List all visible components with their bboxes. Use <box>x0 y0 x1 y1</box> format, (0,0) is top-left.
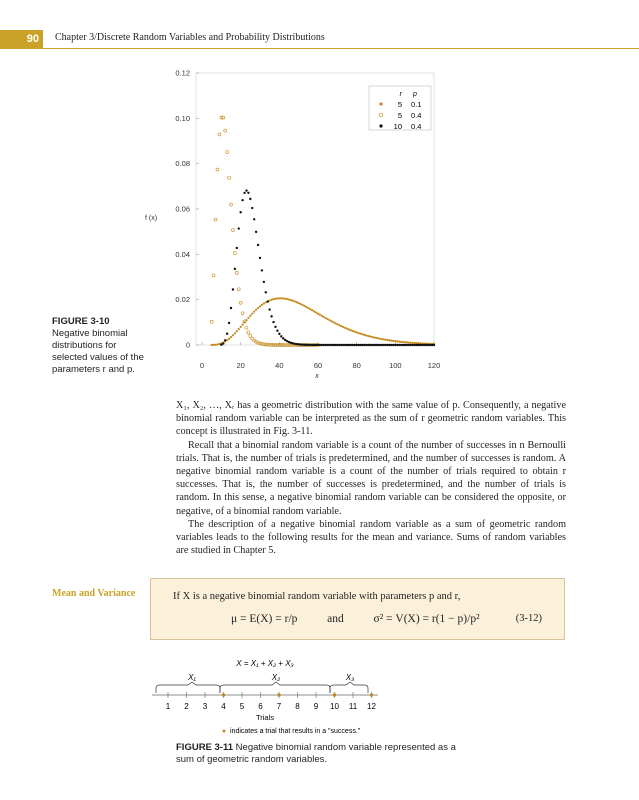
point-r5-p0.1 <box>261 304 263 306</box>
point-r10-p0.4 <box>226 333 228 335</box>
legend-r-3: 10 <box>393 122 402 131</box>
point-r5-p0.1 <box>361 333 363 335</box>
figure-3-10-caption <box>52 316 152 376</box>
point-r10-p0.4 <box>232 288 234 290</box>
point-r5-p0.1 <box>381 338 383 340</box>
point-r5-p0.1 <box>271 299 273 301</box>
point-r5-p0.1 <box>332 321 334 323</box>
mean-variance-box <box>150 578 565 640</box>
point-r5-p0.4 <box>231 229 234 232</box>
point-r5-p0.1 <box>406 341 408 343</box>
paragraph-2: Recall that a binomial random variable is a count of the number of successes in n Bernoulli trials. That is, the number of trials is predetermined, and the number of successes is random. A negative binomial random variable is a count of the number of trials required to obtain r successes. That is, the number of successes is predetermined, and the number of trials is random. In this sense, a negative binomial random variable can be considered the opposite, or negative, of a binomial random variable. <box>176 439 566 517</box>
point-r5-p0.1 <box>251 313 253 315</box>
y-tick-label: 0.02 <box>175 295 190 305</box>
point-r5-p0.1 <box>350 329 352 331</box>
figure-3-10-caption-text: Negative binomial distributions for selected values of the parameters r and p. <box>52 328 144 375</box>
point-r5-p0.1 <box>238 328 240 330</box>
paragraph-3: The description of a negative binomial random variable as a sum of geometric random variables leads to the following results for the mean and variance. Sums of random variables are studied in Chapter 5. <box>176 518 566 557</box>
legend-p-1: 0.1 <box>411 100 422 109</box>
legend-marker-filled-black <box>379 124 382 127</box>
point-r5-p0.1 <box>317 313 319 315</box>
point-r10-p0.4 <box>224 339 226 341</box>
point-r5-p0.1 <box>309 308 311 310</box>
point-r5-p0.1 <box>313 310 315 312</box>
point-r10-p0.4 <box>236 247 238 249</box>
point-r5-p0.4 <box>218 133 221 136</box>
point-r5-p0.1 <box>213 344 215 346</box>
y-tick-label: 0.10 <box>175 113 190 123</box>
point-r5-p0.1 <box>249 315 251 317</box>
point-r5-p0.1 <box>354 331 356 333</box>
point-r5-p0.1 <box>294 300 296 302</box>
point-r10-p0.4 <box>247 192 249 194</box>
point-r5-p0.1 <box>408 341 410 343</box>
trial-number: 11 <box>348 702 358 711</box>
point-r10-p0.4 <box>267 300 269 302</box>
figure-3-11-label: FIGURE 3-11 <box>176 742 234 753</box>
point-r10-p0.4 <box>228 322 230 324</box>
point-r10-p0.4 <box>270 315 272 317</box>
point-r5-p0.4 <box>241 312 244 315</box>
point-r5-p0.1 <box>259 305 261 307</box>
x-tick-label: 60 <box>313 361 323 370</box>
point-r5-p0.1 <box>394 340 396 342</box>
point-r5-p0.1 <box>274 298 276 300</box>
point-r5-p0.1 <box>296 301 298 303</box>
chart-legend <box>369 86 431 131</box>
point-r10-p0.4 <box>261 269 263 271</box>
point-r5-p0.1 <box>301 304 303 306</box>
point-r5-p0.1 <box>358 332 360 334</box>
x-tick-label: 0 <box>199 361 205 370</box>
point-r5-p0.1 <box>298 302 300 304</box>
point-r5-p0.1 <box>367 335 369 337</box>
y-tick-label: 0.08 <box>175 159 190 169</box>
point-r5-p0.1 <box>247 317 249 319</box>
point-r5-p0.1 <box>400 341 402 343</box>
point-r5-p0.4 <box>222 116 225 119</box>
point-r5-p0.1 <box>236 330 238 332</box>
x-tick-label: 120 <box>427 361 441 370</box>
success-marker <box>370 693 373 696</box>
trial-number: 12 <box>367 702 376 711</box>
point-r5-p0.1 <box>257 307 259 309</box>
point-r5-p0.1 <box>290 299 292 301</box>
point-r5-p0.1 <box>300 303 302 305</box>
point-r5-p0.1 <box>327 318 329 320</box>
point-r5-p0.1 <box>228 338 230 340</box>
figure-3-10-label: FIGURE 3-10 <box>52 316 110 327</box>
point-r5-p0.1 <box>363 334 365 336</box>
point-r10-p0.4 <box>239 211 241 213</box>
point-r5-p0.1 <box>284 298 286 300</box>
point-r10-p0.4 <box>272 321 274 323</box>
point-r10-p0.4 <box>265 291 267 293</box>
legend-header-p: p <box>413 91 417 98</box>
point-r5-p0.1 <box>334 322 336 324</box>
point-r10-p0.4 <box>251 207 253 209</box>
point-r5-p0.4 <box>233 252 236 255</box>
paragraph-1: X₁, X₂, …, Xᵣ has a geometric distribution with the same value of p. Consequently, a negative binomial random variable can be interpreted as the sum of r geometric random variables. This concept is illustrated in Fig. 3-11. <box>176 400 566 438</box>
chapter-title: Chapter 3/Discrete Random Variables and Probability Distributions <box>55 32 325 43</box>
x-tick-label: 80 <box>352 361 361 370</box>
success-marker <box>333 693 336 696</box>
figure-3-11-caption <box>176 742 476 766</box>
point-r10-p0.4 <box>222 342 224 344</box>
point-r10-p0.4 <box>263 281 265 283</box>
page-number: 90 <box>0 30 43 48</box>
y-tick-label: 0.12 <box>175 68 190 78</box>
point-r5-p0.1 <box>365 334 367 336</box>
point-r5-p0.4 <box>224 129 227 132</box>
point-r5-p0.1 <box>305 306 307 308</box>
point-r5-p0.4 <box>210 320 213 323</box>
point-r5-p0.1 <box>392 340 394 342</box>
point-r5-p0.1 <box>398 341 400 343</box>
point-r5-p0.1 <box>385 339 387 341</box>
variance-formula: σ² = V(X) = r(1 − p)/p² <box>373 613 480 625</box>
point-r5-p0.1 <box>315 311 317 313</box>
point-r5-p0.1 <box>388 339 390 341</box>
point-r10-p0.4 <box>249 198 251 200</box>
brace-x3 <box>330 682 368 693</box>
point-r10-p0.4 <box>255 231 257 233</box>
point-r5-p0.4 <box>247 331 250 334</box>
body-text <box>176 399 566 557</box>
point-r5-p0.4 <box>228 176 231 179</box>
trial-number: 6 <box>258 702 263 711</box>
legend-p-2: 0.4 <box>411 111 422 120</box>
point-r10-p0.4 <box>257 244 259 246</box>
point-r5-p0.1 <box>387 339 389 341</box>
point-r10-p0.4 <box>253 218 255 220</box>
brace-x1 <box>156 682 220 693</box>
point-r5-p0.1 <box>272 298 274 300</box>
point-r10-p0.4 <box>274 326 276 328</box>
trial-number: 10 <box>330 702 339 711</box>
y-axis-label: f (x) <box>145 215 158 222</box>
point-r10-p0.4 <box>230 307 232 309</box>
mean-formula: μ = E(X) = r/p <box>231 613 298 625</box>
x-tick-label: 100 <box>389 361 402 370</box>
legend-marker-filled-gold <box>379 102 382 105</box>
point-r5-p0.1 <box>278 297 280 299</box>
legend-r-2: 5 <box>397 111 402 120</box>
point-r10-p0.4 <box>268 308 270 310</box>
x1-label: X₁ <box>188 673 196 682</box>
trial-number: 7 <box>276 702 282 711</box>
trial-number: 5 <box>239 702 245 711</box>
point-r5-p0.1 <box>323 316 325 318</box>
success-legend-marker <box>223 730 226 733</box>
point-r10-p0.4 <box>241 199 243 201</box>
figure-3-11-diagram <box>0 655 639 735</box>
point-r5-p0.1 <box>330 320 332 322</box>
point-r5-p0.1 <box>340 325 342 327</box>
point-r5-p0.1 <box>352 330 354 332</box>
point-r5-p0.1 <box>307 307 309 309</box>
point-r5-p0.1 <box>371 336 373 338</box>
point-r5-p0.1 <box>404 341 406 343</box>
point-r5-p0.4 <box>239 301 242 304</box>
point-r5-p0.1 <box>311 309 313 311</box>
point-r5-p0.1 <box>216 343 218 345</box>
point-r5-p0.1 <box>396 340 398 342</box>
point-r5-p0.4 <box>212 274 215 277</box>
point-r5-p0.1 <box>369 335 371 337</box>
legend-header-r: r <box>399 91 402 98</box>
x-tick-label: 20 <box>236 361 245 370</box>
sum-label: X = X₁ + X₂ + X₃ <box>236 659 294 668</box>
mean-variance-formulas <box>231 613 480 625</box>
trials-axis-label: Trials <box>255 713 275 722</box>
point-r5-p0.4 <box>216 168 219 171</box>
point-r5-p0.1 <box>375 337 377 339</box>
point-r5-p0.4 <box>226 151 229 154</box>
point-r5-p0.1 <box>214 344 216 346</box>
point-r5-p0.1 <box>282 297 284 299</box>
point-r5-p0.1 <box>280 297 282 299</box>
point-r5-p0.1 <box>414 342 416 344</box>
point-r10-p0.4 <box>259 257 261 259</box>
point-r5-p0.1 <box>356 331 358 333</box>
point-r5-p0.1 <box>379 338 381 340</box>
point-r5-p0.4 <box>214 218 217 221</box>
point-r5-p0.1 <box>410 342 412 344</box>
point-r10-p0.4 <box>243 192 245 194</box>
point-r5-p0.1 <box>292 300 294 302</box>
point-r10-p0.4 <box>245 189 247 191</box>
trial-number: 3 <box>202 702 208 711</box>
point-r5-p0.1 <box>303 305 305 307</box>
point-r5-p0.1 <box>325 317 327 319</box>
point-r5-p0.1 <box>359 333 361 335</box>
point-r5-p0.1 <box>288 298 290 300</box>
x-tick-label: 40 <box>275 361 284 370</box>
point-r10-p0.4 <box>280 335 282 337</box>
point-r10-p0.4 <box>234 268 236 270</box>
point-r5-p0.4 <box>237 288 240 291</box>
point-r5-p0.1 <box>412 342 414 344</box>
success-marker <box>222 693 225 696</box>
point-r5-p0.1 <box>211 344 213 346</box>
point-r5-p0.1 <box>276 297 278 299</box>
point-r5-p0.1 <box>346 328 348 330</box>
point-r5-p0.1 <box>240 326 242 328</box>
point-r5-p0.1 <box>402 341 404 343</box>
x-axis-label: x <box>315 373 319 380</box>
point-r5-p0.1 <box>390 340 392 342</box>
point-r5-p0.1 <box>230 336 232 338</box>
point-r10-p0.4 <box>276 330 278 332</box>
point-r5-p0.1 <box>232 334 234 336</box>
y-tick-label: 0.04 <box>175 249 190 259</box>
point-r5-p0.1 <box>255 309 257 311</box>
trial-number: 8 <box>295 702 300 711</box>
point-r5-p0.1 <box>344 327 346 329</box>
point-r5-p0.1 <box>348 328 350 330</box>
point-r10-p0.4 <box>433 344 435 346</box>
point-r5-p0.1 <box>286 298 288 300</box>
trial-number: 2 <box>184 702 189 711</box>
trial-number: 1 <box>165 702 171 711</box>
point-r5-p0.1 <box>329 319 331 321</box>
legend-r-1: 5 <box>397 100 402 109</box>
point-r5-p0.1 <box>321 315 323 317</box>
point-r5-p0.1 <box>342 326 344 328</box>
point-r10-p0.4 <box>278 333 280 335</box>
and-word: and <box>327 613 344 625</box>
brace-x2 <box>220 682 330 693</box>
point-r5-p0.1 <box>242 324 244 326</box>
point-r5-p0.1 <box>263 302 265 304</box>
point-r5-p0.1 <box>269 299 271 301</box>
point-r5-p0.1 <box>373 336 375 338</box>
point-r5-p0.1 <box>377 337 379 339</box>
mean-variance-heading: Mean and Variance <box>52 588 136 599</box>
equation-number: (3-12) <box>515 613 542 624</box>
trial-number: 4 <box>221 702 226 711</box>
y-tick-label: 0 <box>185 340 190 350</box>
point-r5-p0.1 <box>234 332 236 334</box>
x3-label: X₃ <box>345 673 355 682</box>
point-r10-p0.4 <box>282 337 284 339</box>
y-tick-label: 0.06 <box>175 204 190 214</box>
point-r5-p0.4 <box>245 326 248 329</box>
point-r5-p0.4 <box>230 203 233 206</box>
point-r5-p0.4 <box>235 271 238 274</box>
point-r5-p0.1 <box>319 314 321 316</box>
success-marker <box>277 693 280 696</box>
mean-variance-statement: If X is a negative binomial random variable with parameters p and r, <box>173 591 461 602</box>
point-r5-p0.1 <box>383 338 385 340</box>
point-r5-p0.1 <box>253 311 255 313</box>
figure-3-11-caption-text: Negative binomial random variable represented as a sum of geometric random variables. <box>176 742 456 765</box>
point-r5-p0.1 <box>336 323 338 325</box>
success-legend-text: indicates a trial that results in a "success." <box>230 728 361 735</box>
point-r5-p0.1 <box>338 324 340 326</box>
point-r10-p0.4 <box>238 227 240 229</box>
legend-p-3: 0.4 <box>411 122 422 131</box>
x2-label: X₂ <box>271 673 281 682</box>
trial-number: 9 <box>313 702 319 711</box>
